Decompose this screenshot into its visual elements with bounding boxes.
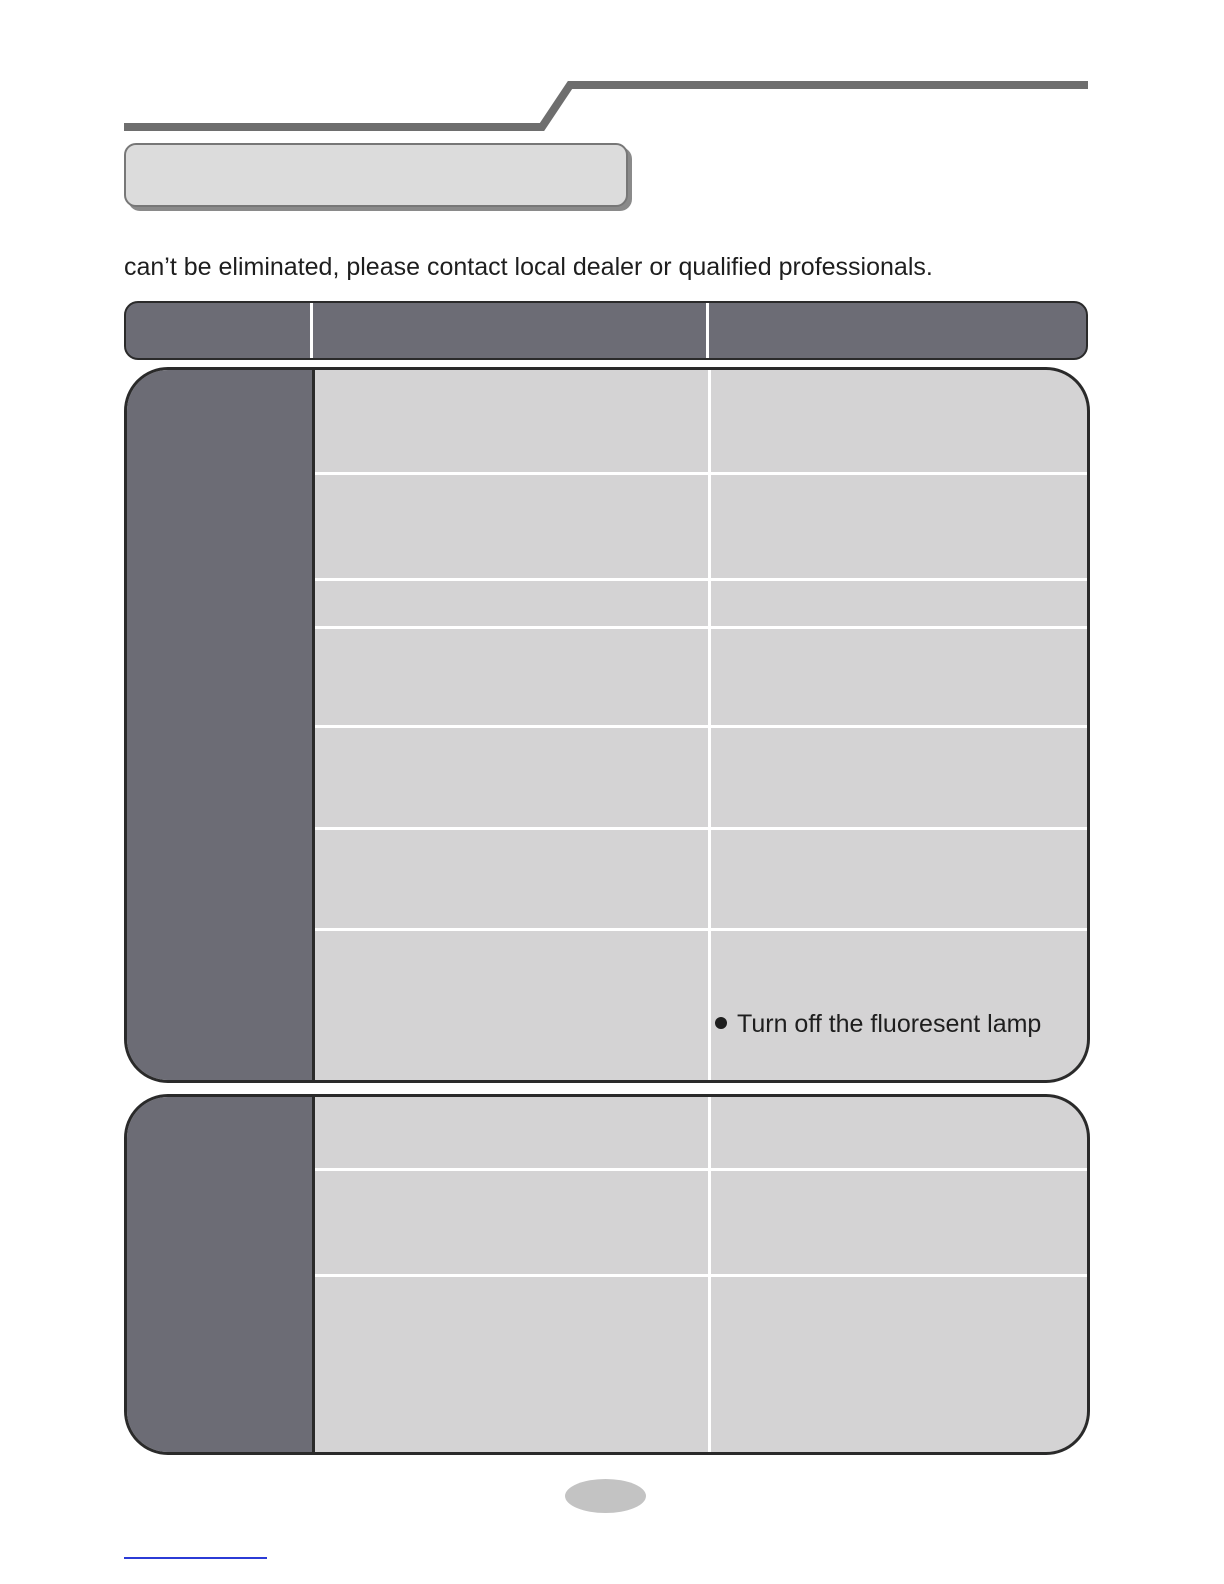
- table-row-divider: [315, 1168, 1087, 1171]
- footer-rule: [124, 1557, 267, 1559]
- table-row-divider: [315, 626, 1087, 629]
- solution-cell: [715, 1010, 1041, 1039]
- table-row-divider: [315, 578, 1087, 581]
- trouble-panel-1: [124, 367, 1090, 1083]
- table-row-divider: [315, 725, 1087, 728]
- header-rule: [0, 0, 1224, 140]
- header-divider-2: [706, 303, 709, 358]
- panel-1-category: [127, 370, 315, 1080]
- table-row-divider: [315, 827, 1087, 830]
- page-number-badge: [565, 1479, 646, 1513]
- panel-2-category: [127, 1097, 315, 1452]
- bullet-dot-icon: [715, 1017, 727, 1029]
- table-header: [124, 301, 1088, 360]
- header-divider-1: [310, 303, 313, 358]
- table-row-divider: [315, 928, 1087, 931]
- solution-text: Turn off the fluoresent lamp: [737, 1010, 1042, 1038]
- intro-text: can’t be eliminated, please contact local dealer or qualified professionals.: [124, 253, 933, 281]
- section-title-box: [124, 143, 628, 207]
- table-row-divider: [315, 472, 1087, 475]
- trouble-panel-2: [124, 1094, 1090, 1455]
- table-row-divider: [315, 1274, 1087, 1277]
